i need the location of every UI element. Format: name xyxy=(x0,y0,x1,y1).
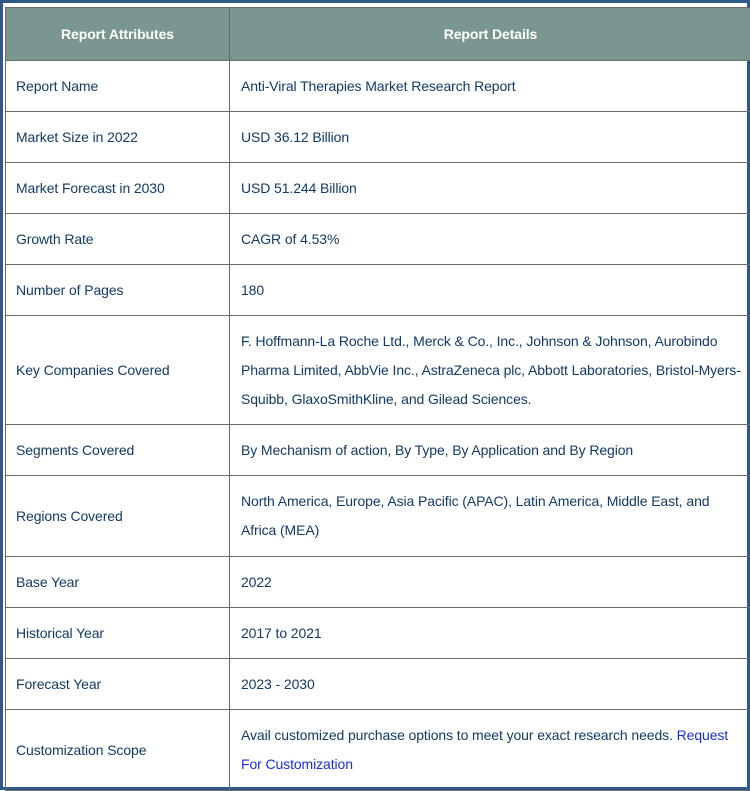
row-detail: Anti-Viral Therapies Market Research Report xyxy=(230,61,750,112)
row-attribute: Segments Covered xyxy=(6,425,230,476)
row-detail: USD 36.12 Billion xyxy=(230,112,750,163)
row-attribute: Customization Scope xyxy=(6,710,230,791)
table-row xyxy=(6,265,750,316)
row-detail: F. Hoffmann-La Roche Ltd., Merck & Co., Inc., Johnson & Johnson, Aurobindo Pharma Limited, AbbVie Inc., AstraZeneca plc, Abbott Laboratories, Bristol-Myers-Squibb, GlaxoSmithKline, and Gilead Sciences. xyxy=(230,316,750,425)
row-detail: 2022 xyxy=(230,557,750,608)
row-detail: By Mechanism of action, By Type, By Application and By Region xyxy=(230,425,750,476)
row-detail: USD 51.244 Billion xyxy=(230,163,750,214)
table-row xyxy=(6,112,750,163)
row-detail: 2023 - 2030 xyxy=(230,659,750,710)
row-detail xyxy=(230,710,750,791)
table-row xyxy=(6,163,750,214)
table-row xyxy=(6,476,750,557)
table-row xyxy=(6,316,750,425)
row-attribute: Report Name xyxy=(6,61,230,112)
table-row xyxy=(6,557,750,608)
request-customization-link[interactable]: Request For Customization xyxy=(241,727,728,772)
row-attribute: Market Forecast in 2030 xyxy=(6,163,230,214)
table-row xyxy=(6,710,750,791)
row-attribute: Forecast Year xyxy=(6,659,230,710)
row-detail: 2017 to 2021 xyxy=(230,608,750,659)
header-report-details: Report Details xyxy=(230,8,750,61)
row-detail: North America, Europe, Asia Pacific (APAC), Latin America, Middle East, and Africa (MEA) xyxy=(230,476,750,557)
table-row xyxy=(6,608,750,659)
row-attribute: Number of Pages xyxy=(6,265,230,316)
row-attribute: Base Year xyxy=(6,557,230,608)
row-attribute: Regions Covered xyxy=(6,476,230,557)
row-detail: 180 xyxy=(230,265,750,316)
row-attribute: Growth Rate xyxy=(6,214,230,265)
customization-text: Avail customized purchase options to meet your exact research needs. xyxy=(241,727,673,743)
table-row xyxy=(6,214,750,265)
table-row xyxy=(6,659,750,710)
table-row xyxy=(6,61,750,112)
row-attribute: Market Size in 2022 xyxy=(6,112,230,163)
table-header-row xyxy=(6,8,750,61)
row-attribute: Historical Year xyxy=(6,608,230,659)
header-report-attributes: Report Attributes xyxy=(6,8,230,61)
table-row xyxy=(6,425,750,476)
row-detail: CAGR of 4.53% xyxy=(230,214,750,265)
report-attributes-table xyxy=(5,7,750,791)
row-attribute: Key Companies Covered xyxy=(6,316,230,425)
